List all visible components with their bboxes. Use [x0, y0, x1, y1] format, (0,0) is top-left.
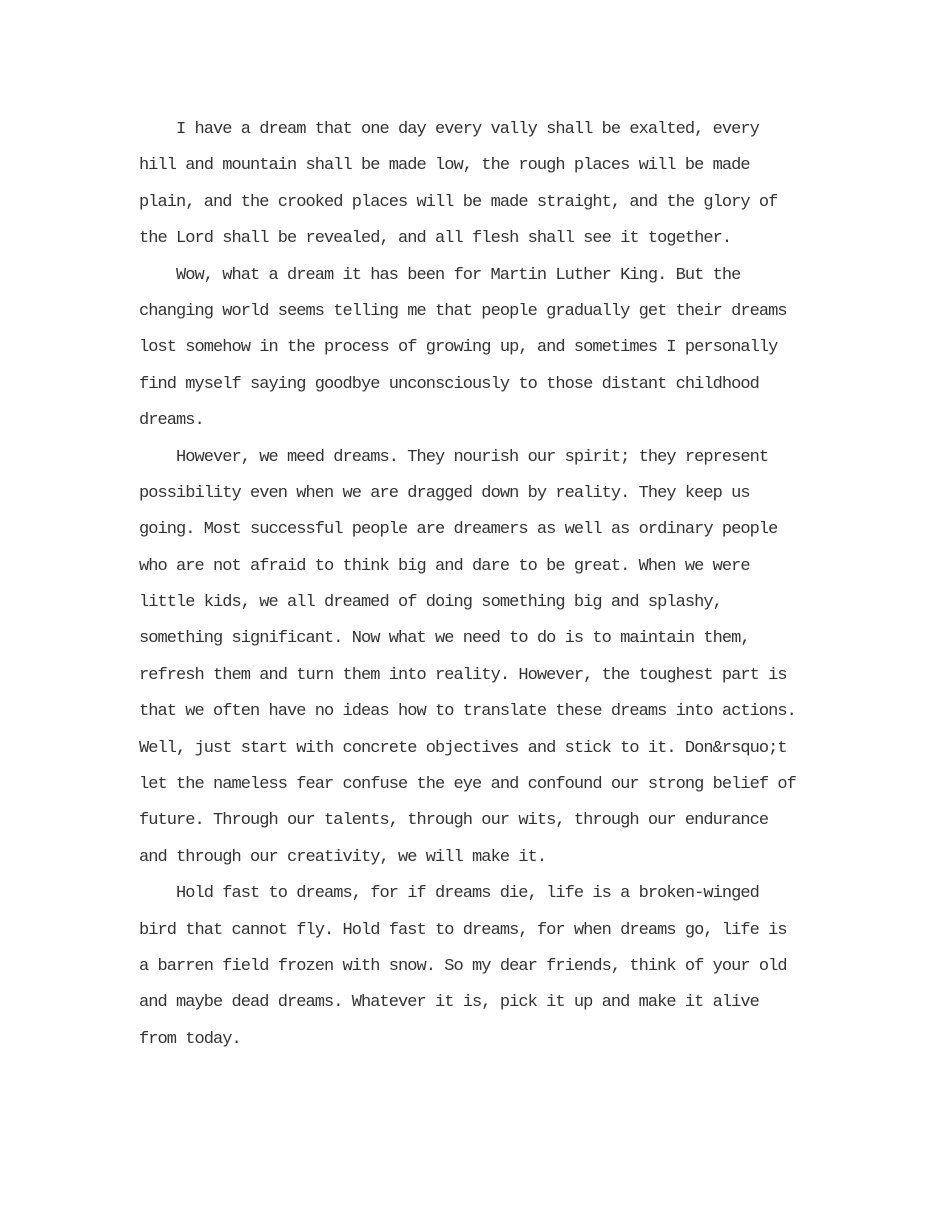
text-line: future. Through our talents, through our wits, through our endurance	[139, 811, 769, 831]
text-line: going. Most successful people are dreamers as well as ordinary people	[139, 520, 778, 540]
text-line: the Lord shall be revealed, and all flesh shall see it together.	[139, 229, 732, 249]
text-line: possibility even when we are dragged down by reality. They keep us	[139, 483, 750, 503]
text-line: Well, just start with concrete objectives and stick to it. Don&rsquo;t	[139, 738, 787, 758]
text-line: a barren field frozen with snow. So my dear friends, think of your old	[139, 956, 787, 976]
text-line: changing world seems telling me that people gradually get their dreams	[139, 301, 787, 321]
text-line: refresh them and turn them into reality. However, the toughest part is	[139, 665, 787, 685]
paragraph	[139, 876, 839, 1058]
text-line: and through our creativity, we will make it.	[139, 847, 547, 867]
text-line: who are not afraid to think big and dare to be great. When we were	[139, 556, 750, 576]
text-line: and maybe dead dreams. Whatever it is, pick it up and make it alive	[139, 993, 759, 1013]
text-line: I have a dream that one day every vally shall be exalted, every	[176, 120, 759, 139]
text-line: Hold fast to dreams, for if dreams die, life is a broken-winged	[176, 884, 759, 904]
paragraph	[139, 112, 839, 258]
text-line: Wow, what a dream it has been for Martin Luther King. But the	[176, 265, 741, 285]
text-line: However, we meed dreams. They nourish our spirit; they represent	[176, 447, 769, 467]
text-line: little kids, we all dreamed of doing something big and splashy,	[139, 593, 722, 613]
text-line: hill and mountain shall be made low, the rough places will be made	[139, 156, 750, 176]
text-line: plain, and the crooked places will be made straight, and the glory of	[139, 192, 778, 212]
text-line: lost somehow in the process of growing up, and sometimes I personally	[139, 338, 778, 358]
document-body	[139, 112, 839, 1058]
text-line: that we often have no ideas how to translate these dreams into actions.	[139, 702, 796, 722]
text-line: from today.	[139, 1029, 241, 1049]
text-line: find myself saying goodbye unconsciously to those distant childhood	[139, 374, 759, 394]
paragraph	[139, 440, 839, 877]
text-line: dreams.	[139, 411, 204, 431]
paragraph	[139, 258, 839, 440]
text-line: something significant. Now what we need to do is to maintain them,	[139, 629, 750, 649]
text-line: let the nameless fear confuse the eye and confound our strong belief of	[139, 775, 796, 795]
text-line: bird that cannot fly. Hold fast to dreams, for when dreams go, life is	[139, 920, 787, 940]
